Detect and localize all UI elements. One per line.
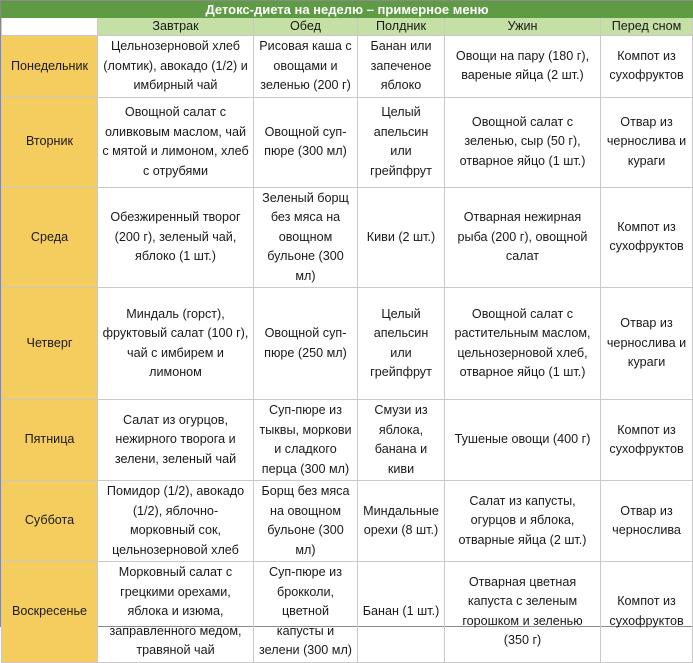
lunch-cell: Суп-пюре из брокколи, цветной капусты и зелени (300 мл) [254,562,358,663]
breakfast-cell: Овощной салат с оливковым маслом, чай с мятой и лимоном, хлеб с отрубями [98,97,254,187]
lunch-cell: Овощной суп-пюре (300 мл) [254,97,358,187]
bedtime-cell: Отвар из чернослива и кураги [601,288,693,400]
breakfast-cell: Обезжиренный творог (200 г), зеленый чай, яблоко (1 шт.) [98,187,254,288]
day-cell: Суббота [2,481,98,562]
lunch-cell: Рисовая каша с овощами и зеленью (200 г) [254,36,358,98]
day-cell: Среда [2,187,98,288]
bedtime-cell: Отвар из чернослива и кураги [601,97,693,187]
lunch-cell: Зеленый борщ без мяса на овощном бульоне (300 мл) [254,187,358,288]
table-row [2,562,693,663]
header-row [2,18,693,36]
dinner-cell: Тушеные овощи (400 г) [445,400,601,481]
snack-cell: Целый апельсин или грейпфрут [358,97,445,187]
lunch-cell: Овощной суп-пюре (250 мл) [254,288,358,400]
lunch-cell: Суп-пюре из тыквы, моркови и сладкого перца (300 мл) [254,400,358,481]
lunch-cell: Борщ без мяса на овощном бульоне (300 мл) [254,481,358,562]
dinner-cell: Салат из капусты, огурцов и яблока, отварные яйца (2 шт.) [445,481,601,562]
table-row [2,400,693,481]
snack-cell: Миндальные орехи (8 шт.) [358,481,445,562]
menu-table [1,1,693,663]
dinner-cell: Овощной салат с растительным маслом, цельнозерновой хлеб, отварное яйцо (1 шт.) [445,288,601,400]
bedtime-cell: Компот из сухофруктов [601,562,693,663]
day-cell: Воскресенье [2,562,98,663]
snack-cell: Киви (2 шт.) [358,187,445,288]
snack-cell: Банан или запеченое яблоко [358,36,445,98]
dinner-cell: Овощной салат с зеленью, сыр (50 г), отварное яйцо (1 шт.) [445,97,601,187]
breakfast-cell: Морковный салат с грецкими орехами, яблока и изюма, заправленного медом, травяной чай [98,562,254,663]
breakfast-cell: Салат из огурцов, нежирного творога и зелени, зеленый чай [98,400,254,481]
breakfast-cell: Помидор (1/2), авокадо (1/2), яблочно-морковный сок, цельнозерновой хлеб [98,481,254,562]
table-row [2,36,693,98]
day-cell: Понедельник [2,36,98,98]
table-title: Детокс-диета на неделю – примерное меню [2,2,693,18]
breakfast-cell: Миндаль (горст), фруктовый салат (100 г), чай с имбирем и лимоном [98,288,254,400]
table-row [2,288,693,400]
dinner-cell: Отварная нежирная рыба (200 г), овощной салат [445,187,601,288]
header-bedtime: Перед сном [601,18,693,36]
table-row [2,97,693,187]
day-cell: Четверг [2,288,98,400]
day-cell: Вторник [2,97,98,187]
table-row [2,481,693,562]
day-cell: Пятница [2,400,98,481]
header-corner [2,18,98,36]
title-row [2,2,693,18]
header-snack: Полдник [358,18,445,36]
bedtime-cell: Компот из сухофруктов [601,36,693,98]
bedtime-cell: Компот из сухофруктов [601,400,693,481]
snack-cell: Целый апельсин или грейпфрут [358,288,445,400]
dinner-cell: Овощи на пару (180 г), вареные яйца (2 шт.) [445,36,601,98]
table-row [2,187,693,288]
dinner-cell: Отварная цветная капуста с зеленым горошком и зеленью (350 г) [445,562,601,663]
header-breakfast: Завтрак [98,18,254,36]
header-dinner: Ужин [445,18,601,36]
snack-cell: Смузи из яблока, банана и киви [358,400,445,481]
snack-cell: Банан (1 шт.) [358,562,445,663]
bedtime-cell: Отвар из чернослива [601,481,693,562]
header-lunch: Обед [254,18,358,36]
breakfast-cell: Цельнозерновой хлеб (ломтик), авокадо (1/2) и имбирный чай [98,36,254,98]
bedtime-cell: Компот из сухофруктов [601,187,693,288]
